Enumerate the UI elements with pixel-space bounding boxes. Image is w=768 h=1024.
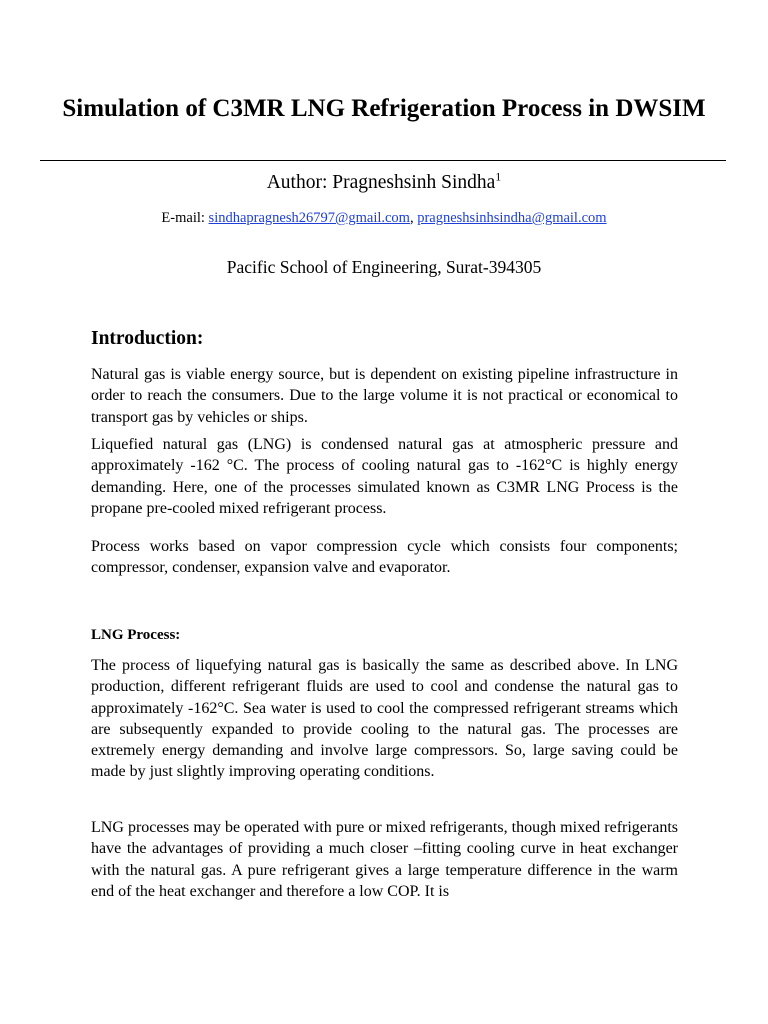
introduction-paragraph: Natural gas is viable energy source, but is dependent on existing pipeline infrastructure in order to reach the consumers. Due to the large volume it is not practical or economical to transport gas by vehicles or ships. bbox=[91, 366, 678, 426]
author-name: Author: Pragneshsinh Sindha bbox=[266, 172, 496, 193]
page-title: Simulation of C3MR LNG Refrigeration Process in DWSIM bbox=[62, 95, 706, 122]
email-line bbox=[0, 208, 768, 228]
lng-process-heading: LNG Process: bbox=[91, 627, 181, 643]
email-label: E-mail: bbox=[161, 210, 205, 226]
introduction-paragraph: Process works based on vapor compression cycle which consists four components; compressor, condenser, expansion valve and evaporator. bbox=[91, 538, 678, 577]
lng-process-paragraph: LNG processes may be operated with pure or mixed refrigerants, though mixed refrigerants have the advantages of providing a much closer –fitting cooling curve in heat exchanger with the natural gas. A pure refrigerant gives a large temperature difference in the warm end of the heat exchanger and therefore a low COP. It is bbox=[91, 819, 678, 900]
email-link-secondary[interactable]: pragneshsinhsindha@gmail.com bbox=[417, 210, 607, 226]
introduction-heading: Introduction: bbox=[91, 328, 204, 349]
email-link-primary[interactable]: sindhapragnesh26797@gmail.com bbox=[208, 210, 410, 226]
introduction-paragraph: Liquefied natural gas (LNG) is condensed natural gas at atmospheric pressure and approximately -162 °C. The process of cooling natural gas to -162°C is highly energy demanding. Here, one of the processes simulated known as C3MR LNG Process is the propane pre-cooled mixed refrigerant process. bbox=[91, 436, 678, 517]
author-line bbox=[0, 170, 768, 196]
lng-process-paragraph: The process of liquefying natural gas is basically the same as described above. In LNG production, different refrigerant fluids are used to cool and condense the natural gas to approximately -162°C. Sea water is used to cool the compressed refrigerant streams which are subsequently expanded to provide cooling to the natural gas. The processes are extremely energy demanding and involve large compressors. So, large saving could be made by just slightly improving operating conditions. bbox=[91, 657, 678, 781]
author-footnote-marker: 1 bbox=[495, 169, 502, 184]
affiliation: Pacific School of Engineering, Surat-394305 bbox=[226, 257, 542, 277]
email-separator: , bbox=[409, 210, 414, 226]
title-divider bbox=[40, 160, 726, 161]
